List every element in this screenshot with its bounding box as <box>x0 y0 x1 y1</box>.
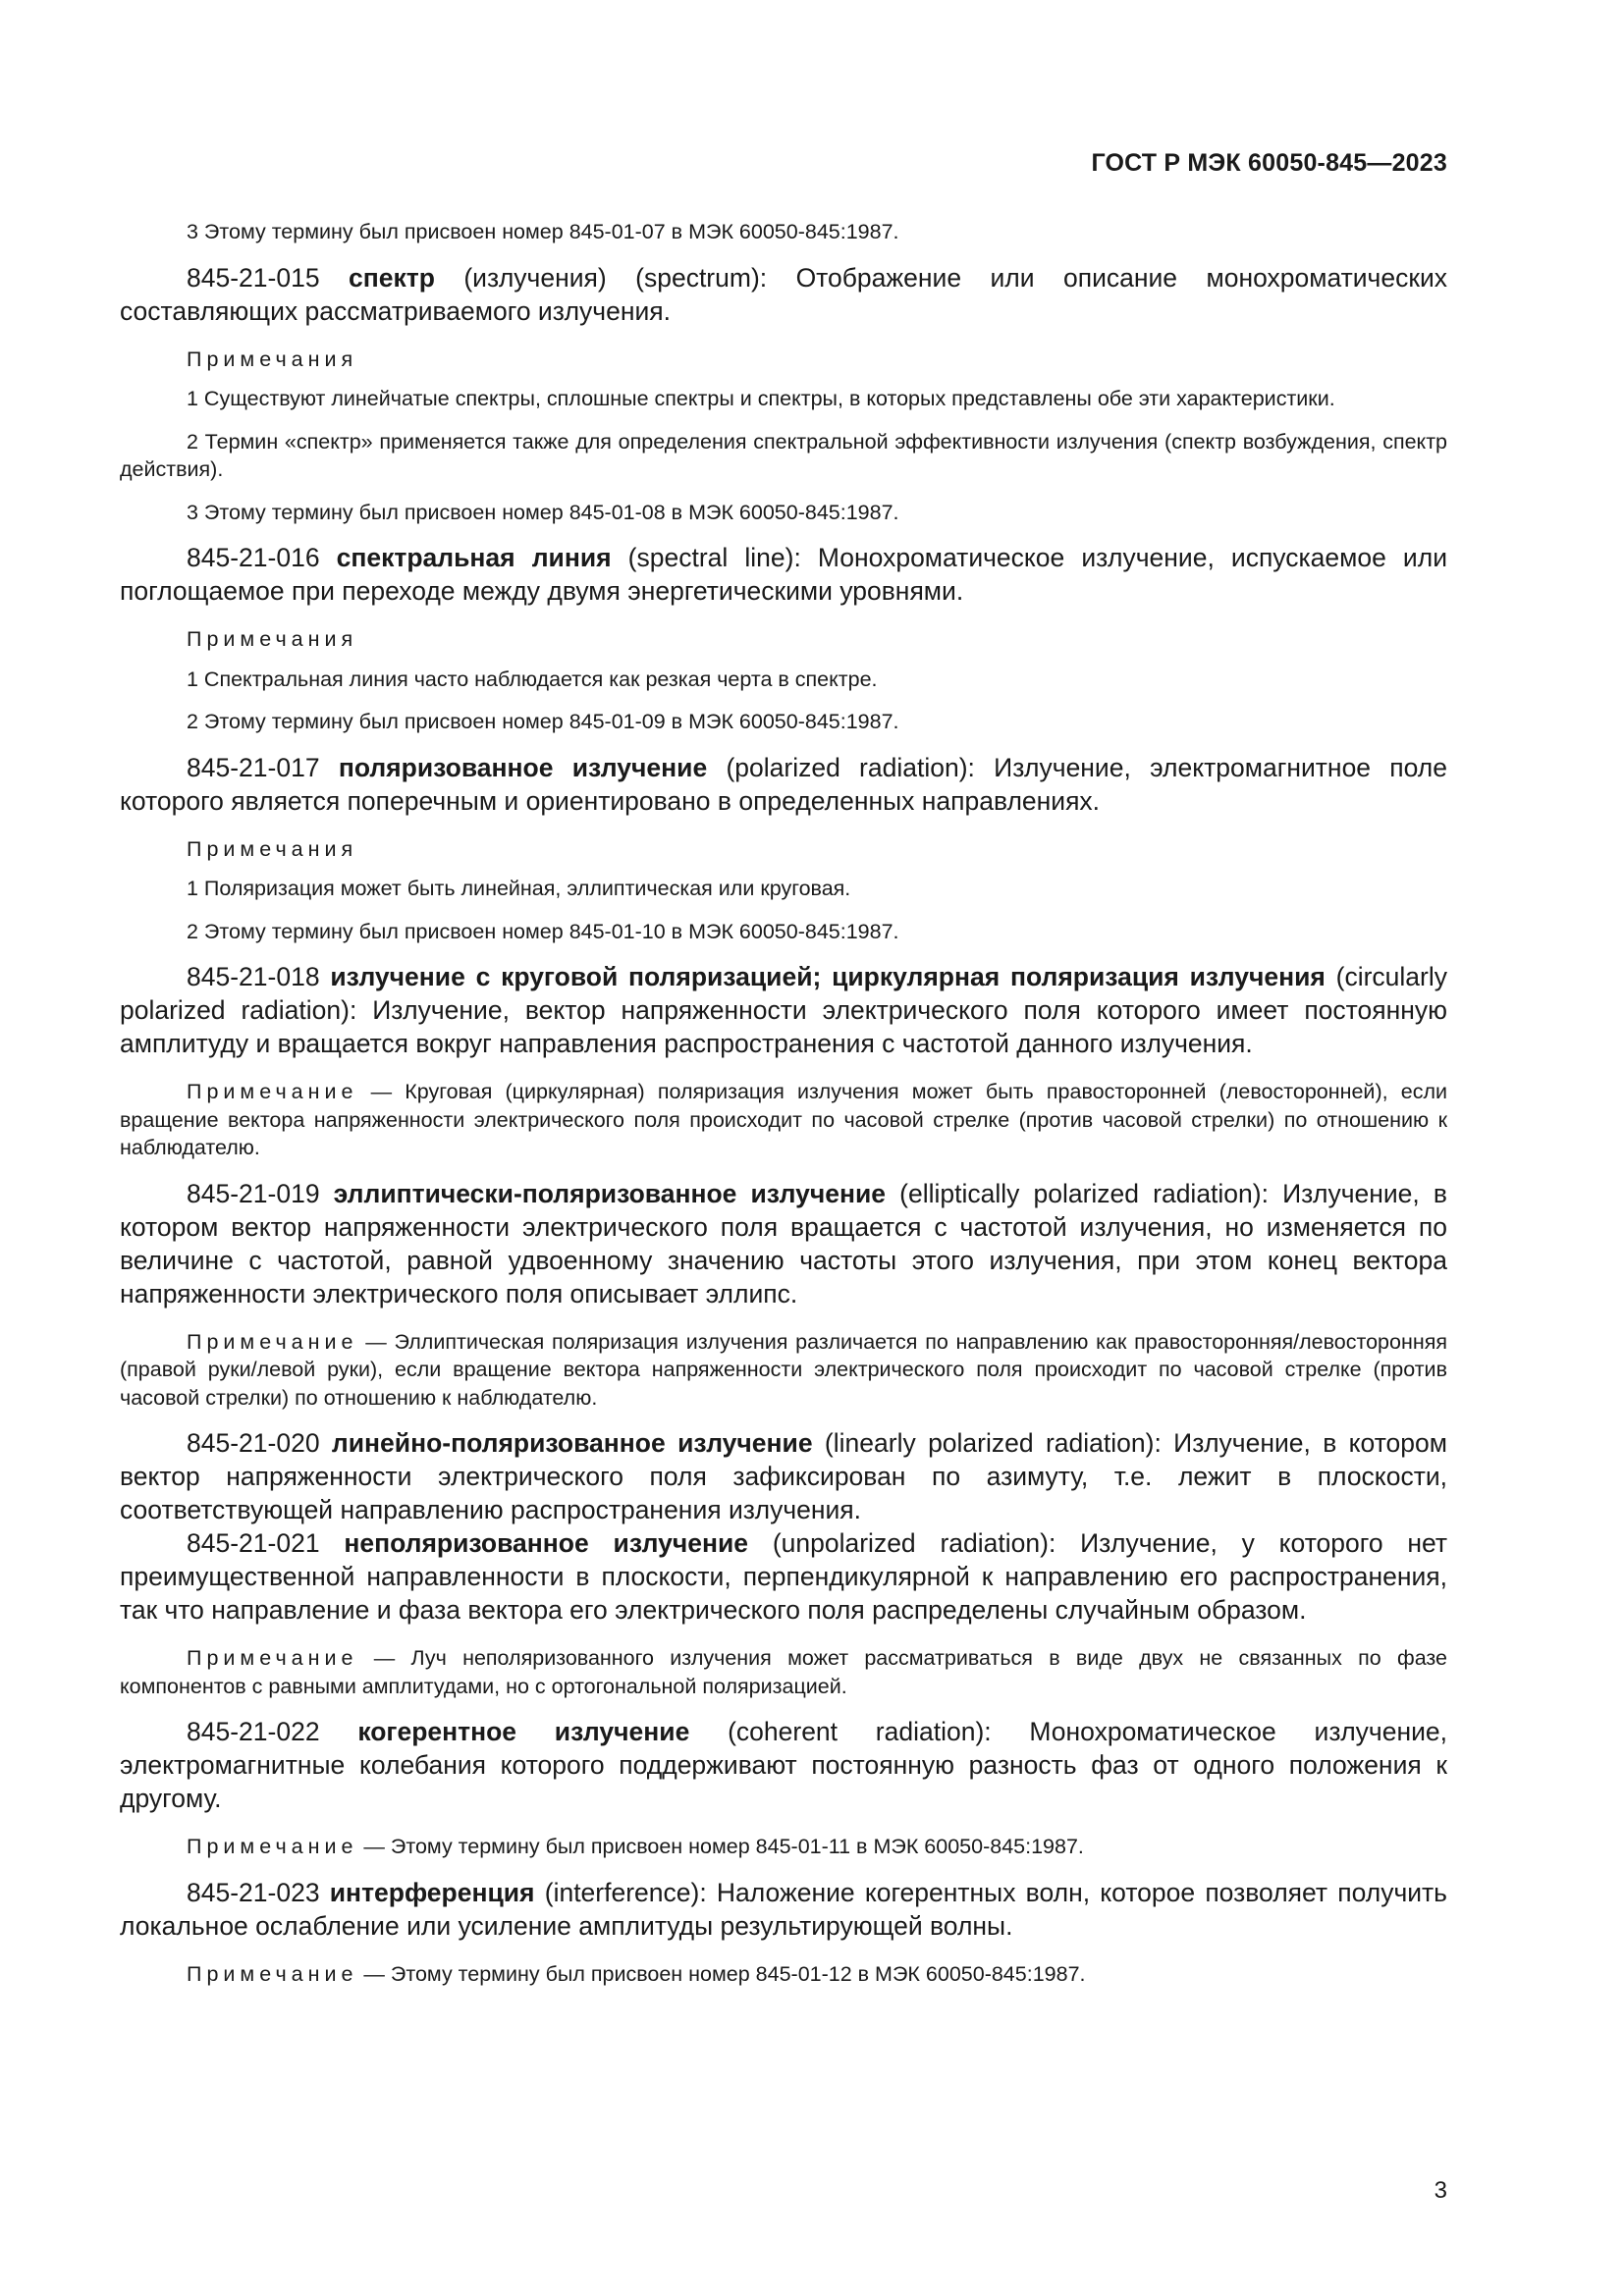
term-definition: (linearly polarized radiation): Излучение, в котором вектор напряженности электрического поля зафиксирован по азимуту, т.е. лежит в плоскости, соответствующей направлению распространения излучения. <box>120 1428 1447 1524</box>
notes-heading: Примечания <box>187 836 358 861</box>
term-entry-845-21-019 <box>120 1177 1447 1310</box>
note: 2 Термин «спектр» применяется также для определения спектральной эффективности излучения (спектр возбуждения, спектр действия). <box>120 429 1447 481</box>
note <box>120 1644 1447 1700</box>
term-definition: (unpolarized radiation): Излучение, у которого нет преимущественной направленности в плоскости, перпендикулярной к направлению его распространения, так что направление и фаза вектора его электрического поля распределены случайным образом. <box>120 1528 1447 1625</box>
term-number: 845-21-023 <box>187 1877 330 1907</box>
term-name: интерференция <box>329 1877 535 1907</box>
note-text: — Луч неполяризованного излучения может рассматриваться в виде двух не связанных по фазе компонентов с равными амплитудами, но с ортогональной поляризацией. <box>120 1646 1447 1698</box>
term-name: спектр <box>349 262 435 293</box>
note-label: Примечание <box>187 1646 358 1670</box>
note: 2 Этому термину был присвоен номер 845-01-09 в МЭК 60050-845:1987. <box>187 710 899 733</box>
page-number: 3 <box>1434 2177 1447 2204</box>
term-definition: (interference): Наложение когерентных волн, которое позволяет получить локальное ослабление или усиление амплитуды результирующей волны. <box>120 1877 1447 1941</box>
term-definition: (coherent radiation): Монохроматическое излучение, электромагнитные колебания которого поддерживают постоянную разность фаз от одного положения к другому. <box>120 1717 1447 1813</box>
term-number: 845-21-020 <box>187 1428 332 1458</box>
term-entry-845-21-016 <box>120 541 1447 608</box>
note-text: — Эллиптическая поляризация излучения различается по направлению как правосторонняя/левосторонняя (правой руки/левой руки), если вращение вектора напряженности электрического поля происходит по часовой стрелке (против часовой стрелки) по отношению к наблюдателю. <box>120 1329 1447 1410</box>
term-name: линейно-поляризованное излучение <box>331 1428 813 1458</box>
term-definition: (излучения) (spectrum): Отображение или описание монохроматических составляющих рассматриваемого излучения. <box>120 262 1447 326</box>
term-entry-845-21-023 <box>120 1876 1447 1943</box>
term-number: 845-21-015 <box>187 262 349 293</box>
document-body <box>120 218 1447 2002</box>
note: 1 Поляризация может быть линейная, эллиптическая или круговая. <box>187 877 851 900</box>
note: 3 Этому термину был присвоен номер 845-01-08 в МЭК 60050-845:1987. <box>187 500 899 524</box>
note <box>120 1328 1447 1413</box>
term-definition: (polarized radiation): Излучение, электромагнитное поле которого является поперечным и ориентировано в определенных направлениях. <box>120 752 1447 816</box>
note-label: Примечание <box>187 1835 358 1858</box>
term-definition: (spectral line): Монохроматическое излучение, испускаемое или поглощаемое при переходе между двумя энергетическими уровнями. <box>120 543 1447 606</box>
term-entry-845-21-015 <box>120 261 1447 328</box>
notes-heading: Примечания <box>187 627 358 651</box>
term-entry-845-21-018 <box>120 960 1447 1060</box>
note-text: — Этому термину был присвоен номер 845-01-11 в МЭК 60050-845:1987. <box>357 1835 1084 1858</box>
term-entry-845-21-017 <box>120 751 1447 818</box>
term-entry-845-21-020 <box>120 1426 1447 1526</box>
note <box>120 1078 1447 1162</box>
note <box>120 1833 1447 1861</box>
term-number: 845-21-016 <box>187 543 337 572</box>
note: 3 Этому термину был присвоен номер 845-01-07 в МЭК 60050-845:1987. <box>187 220 899 243</box>
term-name: излучение с круговой поляризацией; циркулярная поляризация излучения <box>330 962 1326 991</box>
term-entry-845-21-022 <box>120 1715 1447 1815</box>
note <box>120 1960 1447 1989</box>
term-entry-845-21-021 <box>120 1526 1447 1627</box>
term-number: 845-21-021 <box>187 1528 345 1558</box>
term-definition: (elliptically polarized radiation): Излучение, в котором вектор напряженности электрического поля вращается с частотой излучения, но изменяется по величине с частотой, равной удвоенному значению частоты этого излучения, при этом конец вектора напряженности электрического поля описывает эллипс. <box>120 1178 1447 1308</box>
note-label: Примечание <box>187 1329 358 1354</box>
term-number: 845-21-018 <box>187 962 331 991</box>
term-number: 845-21-019 <box>187 1178 334 1208</box>
term-name: неполяризованное излучение <box>344 1528 749 1558</box>
term-name: поляризованное излучение <box>338 752 708 782</box>
note: 1 Существуют линейчатые спектры, сплошные спектры и спектры, в которых представлены обе эти характеристики. <box>187 387 1335 410</box>
note: 2 Этому термину был присвоен номер 845-01-10 в МЭК 60050-845:1987. <box>187 919 899 943</box>
note-label: Примечание <box>187 1961 358 1986</box>
note: 1 Спектральная линия часто наблюдается как резкая черта в спектре. <box>187 667 878 691</box>
note-text: — Круговая (циркулярная) поляризация излучения может быть правосторонней (левосторонней), если вращение вектора напряженности электрического поля происходит по часовой стрелке (против часовой стрелки) по отношению к наблюдателю. <box>120 1080 1447 1159</box>
term-name: эллиптически-поляризованное излучение <box>333 1178 887 1208</box>
notes-heading: Примечания <box>187 347 358 371</box>
term-number: 845-21-017 <box>187 752 339 782</box>
note-text: — Этому термину был присвоен номер 845-01-12 в МЭК 60050-845:1987. <box>357 1961 1086 1986</box>
term-number: 845-21-022 <box>187 1717 358 1746</box>
term-name: спектральная линия <box>336 543 612 572</box>
document-header: ГОСТ Р МЭК 60050-845—2023 <box>1091 149 1447 177</box>
note-label: Примечание <box>187 1080 358 1103</box>
term-name: когерентное излучение <box>357 1717 690 1746</box>
term-definition: (circularly polarized radiation): Излучение, вектор напряженности электрического поля которого имеет постоянную амплитуду и вращается вокруг направления распространения с частотой данного излучения. <box>120 962 1447 1058</box>
